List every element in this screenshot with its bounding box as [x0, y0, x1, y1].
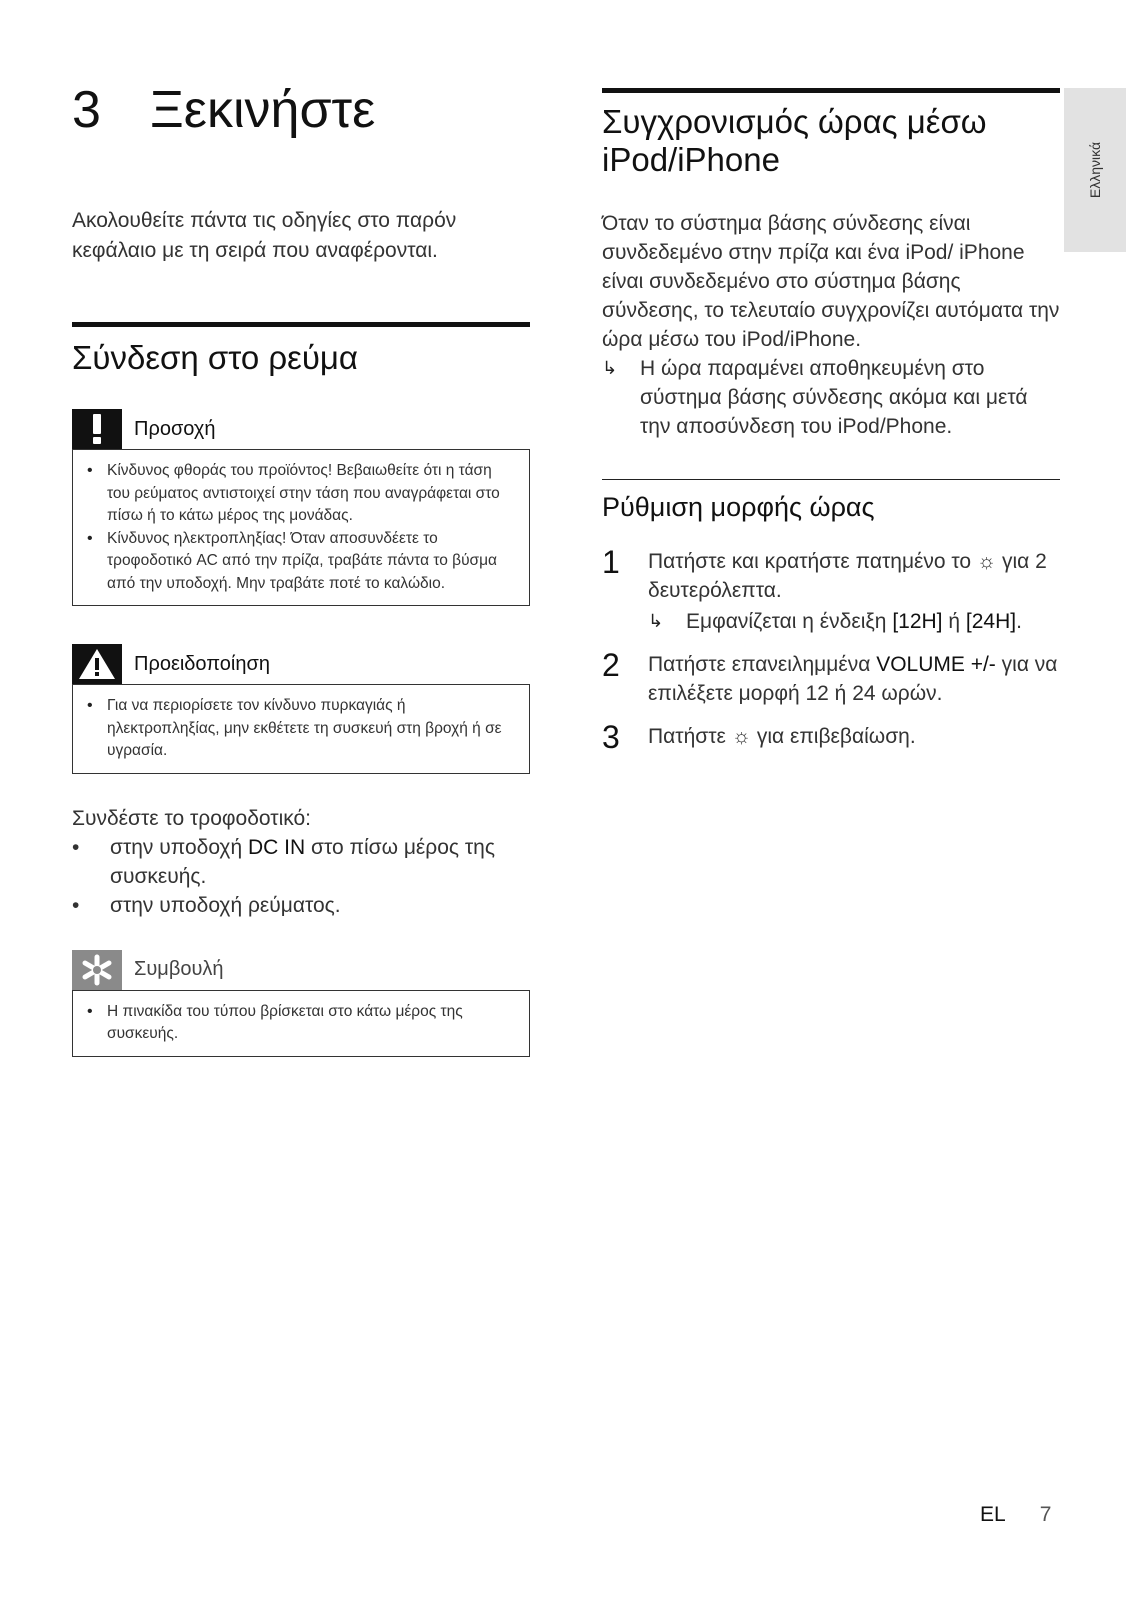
text: για να επιλέξετε μορφή 12 ή 24 ωρών. — [648, 653, 1058, 705]
step-result — [648, 607, 1060, 636]
text: . — [1016, 610, 1022, 633]
chapter-number: 3 — [72, 81, 101, 139]
list-item: • Η πινακίδα του τύπου βρίσκεται στο κάτω μέρος της συσκευής. — [85, 1001, 519, 1046]
sync-body: Όταν το σύστημα βάσης σύνδεσης είναι συνδεδεμένο στην πρίζα και ένα iPod/ iPhone είναι συνδεδεμένο στο σύστημα βάσης σύνδεσης, το τελευταίο συγχρονίζει αυτόματα την ώρα μέσω του iPod/iPhone. — [602, 212, 1060, 351]
tip-notice — [72, 950, 530, 1057]
dc-in-label: DC IN — [247, 835, 306, 859]
right-column — [602, 88, 1060, 766]
footer-language: EL — [980, 1503, 1006, 1526]
option-24h: [24H] — [965, 610, 1017, 633]
step-number: 1 — [602, 544, 620, 580]
connect-intro: Συνδέστε το τροφοδοτικό: — [72, 806, 311, 830]
caution-notice — [72, 409, 530, 606]
section-rule — [602, 88, 1060, 93]
sync-result — [602, 354, 1060, 441]
step-number: 2 — [602, 647, 620, 683]
result-arrow-icon: ↳ — [648, 611, 664, 631]
warning-header — [72, 644, 530, 684]
step-2 — [602, 648, 1060, 708]
intro-text: Ακολουθείτε πάντα τις οδηγίες στο παρόν κεφάλαιο με τη σειρά που αναφέρονται. — [72, 209, 457, 262]
step-text: Πατήστε και κρατήστε πατημένο το ☼ για 2 δευτερόλεπτα. — [648, 550, 1047, 602]
chapter-heading: Ξεκινήστε — [150, 81, 376, 139]
section-rule — [602, 479, 1060, 480]
language-tab — [1064, 88, 1126, 252]
tip-box — [72, 990, 530, 1057]
tip-title: Συμβουλή — [134, 958, 224, 980]
step-text: Πατήστε ☼ για επιβεβαίωση. — [648, 725, 916, 748]
page-number: 7 — [1039, 1503, 1052, 1526]
list-item: • Κίνδυνος ηλεκτροπληξίας! Όταν αποσυνδέετε το τροφοδοτικό AC από την πρίζα, τραβάτε πάντα το βύσμα από την υποδοχή. Μην τραβάτε ποτέ το καλώδιο. — [85, 528, 519, 596]
warning-triangle-icon — [72, 644, 122, 684]
warning-title: Προειδοποίηση — [134, 652, 270, 675]
connect-list — [72, 833, 530, 920]
list-item — [72, 833, 530, 891]
caution-box — [72, 449, 530, 606]
result-arrow-icon: ↳ — [602, 358, 618, 378]
caution-header — [72, 409, 530, 449]
tip-header — [72, 950, 530, 990]
warning-notice — [72, 644, 530, 774]
chapter-title — [72, 80, 530, 140]
caution-title: Προσοχή — [134, 417, 216, 440]
steps-list — [602, 545, 1060, 754]
list-item: • Για να περιορίσετε τον κίνδυνο πυρκαγιάς ή ηλεκτροπληξίας, μην εκθέτετε τη συσκευή στη βροχή ή σε υγρασία. — [85, 695, 519, 763]
option-12h: [12H] — [892, 610, 943, 633]
sync-heading: Συγχρονισμός ώρας μέσω iPod/iPhone — [602, 103, 987, 178]
step-1 — [602, 545, 1060, 636]
warning-box — [72, 684, 530, 774]
text: στο πίσω μέρος της συσκευής. — [110, 835, 495, 888]
asterisk-icon — [72, 950, 122, 990]
section-rule — [72, 322, 530, 327]
text: στην υποδοχή — [110, 835, 243, 859]
text: ή — [948, 610, 961, 633]
exclamation-icon — [72, 409, 122, 449]
result-text: Η ώρα παραμένει αποθηκευμένη στο σύστημα βάσης σύνδεσης ακόμα και μετά την αποσύνδεση του iPod/Phone. — [640, 357, 1028, 438]
volume-label: VOLUME +/- — [876, 653, 996, 676]
step-3 — [602, 720, 1060, 754]
list-item: • στην υποδοχή ρεύματος. — [72, 891, 530, 920]
step-number: 3 — [602, 719, 620, 755]
power-heading: Σύνδεση στο ρεύμα — [72, 339, 358, 376]
text: Πατήστε επανειλημμένα — [648, 653, 871, 676]
language-tab-label: Ελληνικά — [1087, 141, 1103, 199]
page-footer — [980, 1503, 1051, 1527]
format-heading: Ρύθμιση μορφής ώρας — [602, 492, 875, 522]
list-item: • Κίνδυνος φθοράς του προϊόντος! Βεβαιωθείτε ότι η τάση του ρεύματος αντιστοιχεί στην τάση που αναγράφεται στο πίσω ή το κάτω μέρος της μονάδας. — [85, 460, 519, 528]
left-column — [72, 70, 530, 1057]
text: Εμφανίζεται η ένδειξη — [686, 610, 887, 633]
